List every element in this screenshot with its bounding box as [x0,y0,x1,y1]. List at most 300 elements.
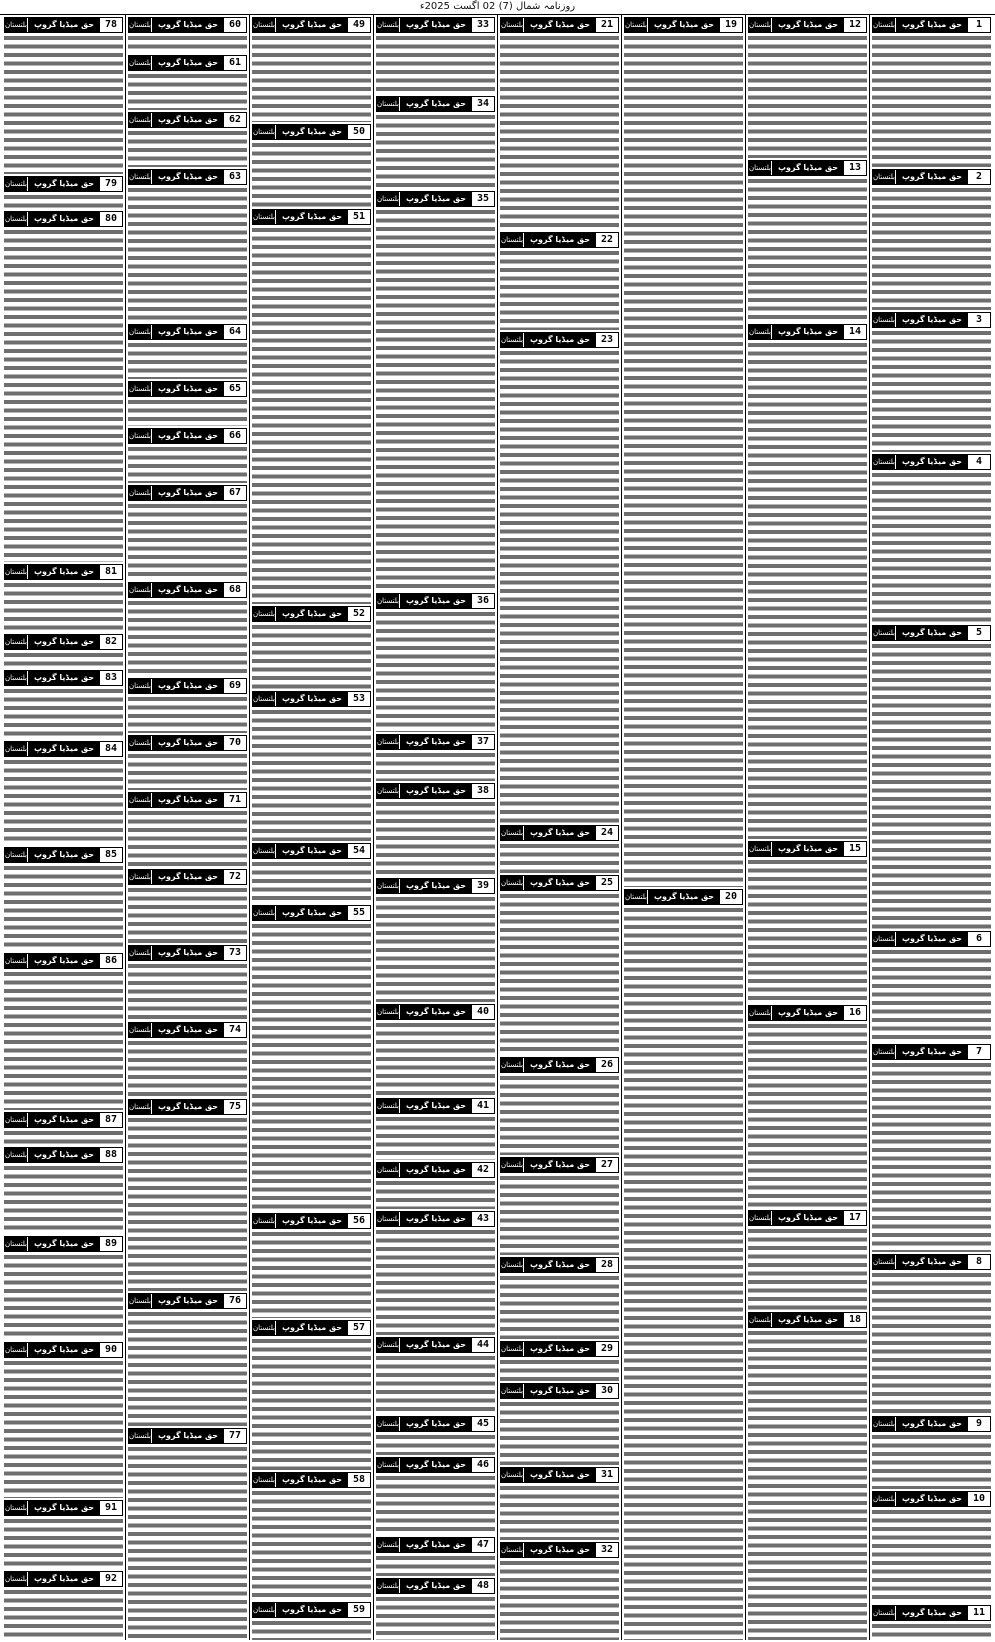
news-item [872,167,991,310]
item-tag: بلتستان [5,671,28,685]
item-label: حق میڈیا گروپ [529,1544,591,1554]
news-item [376,876,495,1002]
item-tag: بلتستان [253,210,276,224]
item-header [128,678,247,694]
item-header [376,783,495,799]
item-tag: بلتستان [253,607,276,621]
item-header [4,1112,123,1128]
item-header [252,905,371,921]
news-item [748,1310,867,1640]
item-label: حق میڈیا گروپ [901,172,963,182]
item-body-text [500,1274,619,1339]
item-number: 80 [100,212,122,226]
item-tag: بلتستان [749,325,772,339]
item-label: حق میڈیا گروپ [157,795,219,805]
item-label: حق میڈیا گروپ [281,20,343,29]
news-item [4,209,123,561]
news-item [872,452,991,623]
item-tag: بلتستان [5,742,28,756]
item-body-text [748,858,867,1003]
item-header [872,17,991,33]
news-item [128,1020,247,1097]
item-header [376,1098,495,1114]
news-column [497,15,621,1640]
item-number: 1 [968,18,990,32]
item-number: 36 [472,594,494,608]
item-header [4,741,123,757]
news-item [128,379,247,426]
item-tag: بلتستان [749,1211,772,1225]
news-item [4,1340,123,1499]
item-tag: بلتستان [873,18,896,32]
item-header [376,1211,495,1227]
item-header [872,1605,991,1621]
news-item [4,668,123,739]
item-header [500,825,619,841]
item-number: 8 [968,1255,990,1269]
item-label: حق میڈیا گروپ [157,1431,219,1441]
item-number: 77 [224,1429,246,1443]
item-header [500,1157,619,1173]
item-body-text [4,1517,123,1569]
item-body-text [872,1508,991,1603]
item-body-text [128,186,247,322]
item-header [128,169,247,185]
item-body-text [4,687,123,739]
item-label: حق میڈیا گروپ [901,457,963,467]
item-header [128,582,247,598]
news-item [4,1569,123,1640]
item-number: 29 [596,1342,618,1356]
item-label: حق میڈیا گروپ [33,1503,95,1513]
news-item [4,1110,123,1146]
item-header [128,17,247,33]
item-label: حق میڈیا گروپ [529,1469,591,1479]
item-label: حق میڈیا گروپ [777,1213,839,1223]
item-number: 89 [100,1237,122,1251]
item-body-text [500,892,619,1055]
item-tag: بلتستان [253,18,276,32]
news-item [748,15,867,158]
item-label: حق میڈیا گروپ [157,114,219,124]
item-body-text [4,228,123,561]
item-label: حق میڈیا گروپ [33,673,95,683]
item-header [872,1491,991,1507]
item-tag: بلتستان [873,313,896,327]
item-number: 44 [472,1338,494,1352]
item-number: 83 [100,671,122,685]
item-body-text [748,341,867,840]
item-number: 90 [100,1343,122,1357]
item-number: 3 [968,313,990,327]
item-label: حق میڈیا گروپ [405,1339,467,1349]
item-header [376,1337,495,1353]
item-label: حق میڈیا گروپ [529,334,591,344]
item-number: 23 [596,333,618,347]
item-number: 72 [224,870,246,884]
item-tag: بلتستان [377,735,400,749]
news-item [500,230,619,330]
item-tag: بلتستان [377,97,400,111]
item-tag: بلتستان [5,1148,28,1162]
item-body-text [128,1310,247,1426]
item-tag: بلتستان [253,1473,276,1487]
news-item [4,632,123,668]
item-body-text [4,1253,123,1340]
item-header [4,1571,123,1587]
news-item [376,1335,495,1414]
item-body-text [252,708,371,841]
news-column [2,15,125,1640]
item-body-text [4,1164,123,1233]
news-item [376,781,495,876]
item-body-text [872,329,991,453]
news-item [4,845,123,951]
item-tag: بلتستان [5,18,28,32]
item-label: حق میڈیا گروپ [281,694,343,704]
item-body-text [748,177,867,322]
item-number: 85 [100,848,122,862]
item-header [128,381,247,397]
item-header [376,593,495,609]
item-label: حق میڈیا گروپ [901,628,963,638]
item-label: حق میڈیا گروپ [405,194,467,204]
item-body-text [128,962,247,1020]
item-header [872,454,991,470]
news-item [376,1002,495,1097]
item-label: حق میڈیا گروپ [405,1165,467,1175]
news-item [4,739,123,845]
item-number: 62 [224,113,246,127]
item-number: 41 [472,1099,494,1113]
item-body-text [252,34,371,122]
item-label: حق میڈیا گروپ [901,20,963,29]
item-tag: بلتستان [129,382,152,396]
item-tag: بلتستان [5,1237,28,1251]
item-body-text [252,1230,371,1318]
item-label: حق میڈیا گروپ [777,844,839,854]
item-tag: بلتستان [5,1113,28,1127]
item-body-text [128,129,247,167]
item-label: حق میڈیا گروپ [529,20,591,29]
item-header [376,1416,495,1432]
news-item [252,1600,371,1640]
item-number: 21 [596,18,618,32]
news-column [125,15,249,1640]
news-column [373,15,497,1640]
item-tag: بلتستان [5,212,28,226]
item-header [4,953,123,969]
item-header [4,17,123,33]
item-body-text [500,1174,619,1255]
item-number: 48 [472,1579,494,1593]
item-tag: بلتستان [129,113,152,127]
item-header [376,878,495,894]
item-body-text [252,860,371,904]
item-header [872,1044,991,1060]
item-label: حق میڈیا گروپ [529,878,591,888]
item-label: حق میڈیا گروپ [33,1150,95,1160]
item-number: 91 [100,1501,122,1515]
masthead: روزنامہ شمال (7) 02 اگست 2025ء [0,0,995,15]
item-header [748,17,867,33]
news-item [128,1097,247,1291]
item-label: حق میڈیا گروپ [529,1060,591,1070]
item-number: 17 [844,1211,866,1225]
item-tag: بلتستان [5,565,28,579]
item-header [128,792,247,808]
item-body-text [872,1271,991,1414]
item-label: حق میڈیا گروپ [405,880,467,890]
item-label: حق میڈیا گروپ [653,20,715,29]
item-number: 14 [844,325,866,339]
item-tag: بلتستان [377,1338,400,1352]
item-body-text [376,1433,495,1455]
item-tag: بلتستان [5,1501,28,1515]
item-number: 2 [968,170,990,184]
item-header [376,1578,495,1594]
item-header [376,17,495,33]
item-label: حق میڈیا گروپ [33,1344,95,1354]
item-tag: بلتستان [625,890,648,904]
item-header [376,191,495,207]
news-item [252,1211,371,1318]
item-number: 20 [720,890,742,904]
item-tag: بلتستان [129,1023,152,1037]
item-header [500,1383,619,1399]
item-number: 37 [472,735,494,749]
item-label: حق میڈیا گروپ [33,214,95,224]
item-tag: بلتستان [5,848,28,862]
item-tag: بلتستان [377,192,400,206]
item-body-text [376,1554,495,1576]
news-item [4,15,123,174]
item-body-text [376,208,495,591]
item-body-text [376,610,495,732]
item-label: حق میڈیا گروپ [157,1101,219,1111]
item-label: حق میڈیا گروپ [529,1386,591,1396]
news-item [376,1455,495,1534]
item-label: حق میڈیا گروپ [405,737,467,747]
item-label: حق میڈیا گروپ [777,162,839,172]
item-number: 86 [100,954,122,968]
news-item [128,580,247,676]
item-label: حق میڈیا گروپ [901,933,963,943]
news-item [4,562,123,633]
item-number: 34 [472,97,494,111]
item-label: حق میڈیا گروپ [157,871,219,881]
news-item [252,1470,371,1599]
item-label: حق میڈیا گروپ [33,1238,95,1248]
item-number: 30 [596,1384,618,1398]
item-body-text [128,1445,247,1640]
item-label: حق میڈیا گروپ [157,20,219,29]
item-label: حق میڈیا گروپ [33,955,95,965]
item-label: حق میڈیا گروپ [33,1574,95,1584]
item-tag: بلتستان [5,635,28,649]
item-tag: بلتستان [377,1005,400,1019]
item-body-text [500,1484,619,1540]
item-number: 68 [224,583,246,597]
item-header [500,332,619,348]
item-header [376,1004,495,1020]
item-body-text [252,141,371,207]
item-label: حق میڈیا گروپ [33,178,95,188]
news-item [376,15,495,94]
news-item [252,604,371,689]
item-label: حق میڈیا گروپ [157,488,219,498]
news-item [624,887,743,1640]
item-number: 60 [224,18,246,32]
item-body-text [500,1400,619,1465]
item-tag: بلتستان [749,842,772,856]
item-header [500,17,619,33]
item-tag: بلتستان [377,879,400,893]
item-header [4,1236,123,1252]
item-label: حق میڈیا گروپ [157,1295,219,1305]
item-header [4,847,123,863]
item-label: حق میڈیا گروپ [157,171,219,181]
item-tag: بلتستان [5,954,28,968]
item-header [748,1005,867,1021]
news-item [376,1209,495,1335]
news-item [748,158,867,322]
item-number: 74 [224,1023,246,1037]
item-header [128,112,247,128]
item-label: حق میڈیا گروپ [33,20,95,29]
item-number: 26 [596,1058,618,1072]
news-item [376,189,495,591]
item-number: 84 [100,742,122,756]
item-body-text [128,809,247,867]
item-tag: بلتستان [253,906,276,920]
item-header [4,176,123,192]
item-label: حق میڈیا گروپ [157,1025,219,1035]
news-item [500,1339,619,1382]
news-item [128,867,247,944]
item-tag: بلتستان [253,1603,276,1617]
item-header [500,1257,619,1273]
news-item [128,15,247,53]
news-item [252,1318,371,1470]
item-tag: بلتستان [253,844,276,858]
item-tag: بلتستان [501,1468,524,1482]
item-tag: بلتستان [377,1163,400,1177]
item-label: حق میڈیا گروپ [901,1418,963,1428]
item-header [872,931,991,947]
item-number: 15 [844,842,866,856]
item-body-text [4,581,123,633]
item-label: حق میڈیا گروپ [901,1047,963,1057]
item-number: 27 [596,1158,618,1172]
item-number: 75 [224,1100,246,1114]
item-header [4,1147,123,1163]
item-number: 50 [348,125,370,139]
item-label: حق میڈیا گروپ [777,20,839,29]
item-number: 24 [596,826,618,840]
item-tag: بلتستان [129,325,152,339]
item-header [252,691,371,707]
item-body-text [872,1433,991,1489]
item-number: 35 [472,192,494,206]
item-body-text [128,599,247,676]
item-header [748,160,867,176]
item-label: حق میڈیا گروپ [281,908,343,918]
news-item [376,1160,495,1209]
item-body-text [376,1228,495,1335]
item-number: 88 [100,1148,122,1162]
news-item [128,53,247,110]
item-number: 69 [224,679,246,693]
item-body-text [4,193,123,210]
item-tag: بلتستان [253,1321,276,1335]
news-item [128,1426,247,1640]
item-header [252,1320,371,1336]
item-number: 66 [224,429,246,443]
item-header [872,1254,991,1270]
news-item [376,94,495,189]
item-tag: بلتستان [501,826,524,840]
news-item [872,1042,991,1252]
item-header [500,1341,619,1357]
news-item [872,623,991,928]
item-label: حق میڈیا گروپ [157,948,219,958]
item-header [252,606,371,622]
item-label: حق میڈیا گروپ [529,234,591,244]
item-tag: بلتستان [501,233,524,247]
item-label: حق میڈیا گروپ [157,680,219,690]
item-body-text [128,34,247,53]
news-item [376,732,495,781]
item-tag: بلتستان [501,1543,524,1557]
item-label: حق میڈیا گروپ [901,1256,963,1266]
item-header [4,634,123,650]
item-tag: بلتستان [873,1417,896,1431]
item-header [376,734,495,750]
news-item [500,873,619,1055]
item-body-text [500,842,619,874]
item-body-text [128,341,247,379]
item-tag: بلتستان [129,486,152,500]
item-label: حق میڈیا گروپ [157,383,219,393]
item-tag: بلتستان [377,1458,400,1472]
item-label: حق میڈیا گروپ [157,326,219,336]
item-header [500,875,619,891]
news-item [872,1252,991,1414]
news-column [249,15,373,1640]
item-header [500,1542,619,1558]
news-item [128,943,247,1020]
item-header [376,96,495,112]
item-body-text [500,1358,619,1382]
item-header [376,1162,495,1178]
item-header [252,1602,371,1618]
item-number: 28 [596,1258,618,1272]
item-number: 73 [224,946,246,960]
item-label: حق میڈیا گروپ [33,1114,95,1124]
item-tag: بلتستان [377,1417,400,1431]
news-item [4,1145,123,1233]
item-number: 87 [100,1113,122,1127]
news-item [872,1603,991,1640]
item-tag: بلتستان [129,946,152,960]
item-number: 39 [472,879,494,893]
newspaper-page [2,15,993,1640]
item-number: 46 [472,1458,494,1472]
item-body-text [4,34,123,174]
item-body-text [4,1129,123,1146]
item-label: حق میڈیا گروپ [405,1460,467,1470]
